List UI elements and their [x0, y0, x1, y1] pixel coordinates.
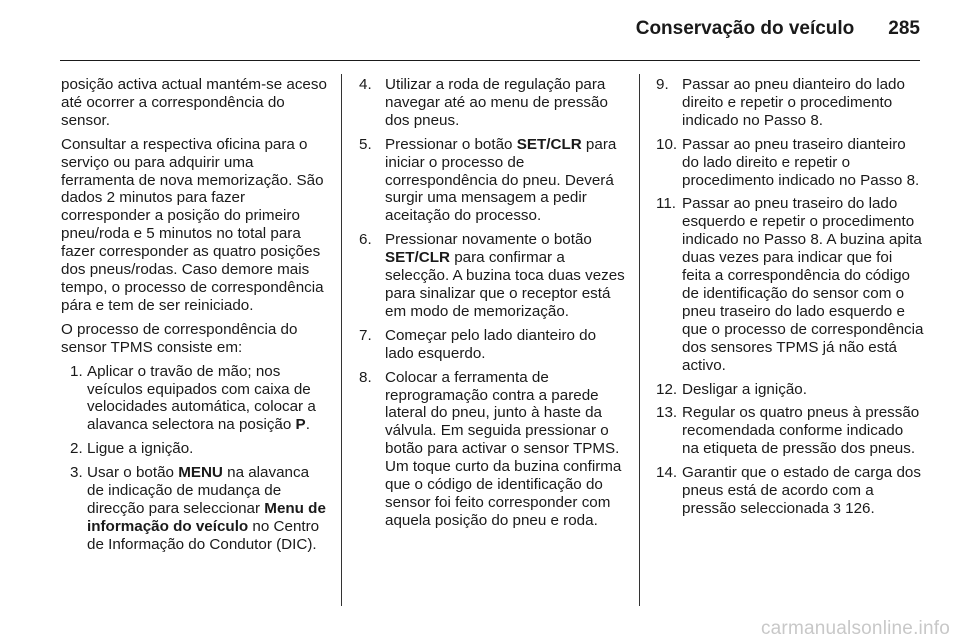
- column-3: [656, 76, 924, 524]
- step-number: 13.: [656, 404, 678, 422]
- header-rule: [60, 60, 920, 61]
- list-item: [359, 327, 628, 363]
- step-number: 1.: [70, 362, 83, 380]
- step-text: para iniciar o processo de correspondência do pneu. Deverá surgir uma mensagem a pedir aceitação do processo.: [385, 135, 617, 225]
- page-number: 285: [888, 18, 920, 39]
- step-text: Colocar a ferramenta de reprogramação contra a parede lateral do pneu, junto à haste da válvula. Em seguida pressionar o botão para activar o sensor TPMS. Um toque curto da buzina confirma que o código de identificação do sensor foi feito corresponder com aquela posição do pneu e roda.: [385, 368, 622, 529]
- list-item: [656, 381, 924, 399]
- step-number: 10.: [656, 135, 678, 153]
- step-text: Começar pelo lado dianteiro do lado esquerdo.: [385, 326, 597, 362]
- step-number: 9.: [656, 76, 669, 93]
- step-number: 14.: [656, 464, 678, 482]
- column-2: [359, 76, 628, 536]
- step-number: 3.: [70, 464, 83, 482]
- page-header: [60, 18, 920, 48]
- step-bold: MENU: [178, 464, 223, 482]
- list-item: [656, 76, 924, 130]
- step-number: 8.: [359, 368, 372, 386]
- step-text: Garantir que o estado de carga dos pneus está de acordo com a pressão seleccionada: [682, 464, 921, 517]
- step-text: Aplicar o travão de mão; nos veículos equipados com caixa de velocidades automática, colocar a alavanca selectora na posição: [87, 362, 316, 434]
- step-number: 6.: [359, 231, 372, 249]
- step-number: 7.: [359, 326, 372, 344]
- list-item: [359, 231, 628, 321]
- list-item: [359, 136, 628, 226]
- step-text: na alavanca de indicação de mudança de direcção para seleccionar: [87, 464, 310, 517]
- steps-list: [656, 76, 924, 518]
- step-number: 2.: [70, 440, 83, 458]
- step-text: Regular os quatro pneus à pressão recomendada conforme indicado na etiqueta de pressão dos pneus.: [682, 404, 920, 458]
- page-reference-number: 126.: [840, 499, 875, 517]
- step-text: Desligar a ignição.: [682, 380, 807, 398]
- step-text: Passar ao pneu traseiro do lado esquerdo e repetir o procedimento indicado no Passo 8. A buzina apita duas vezes para indicar que foi feita a correspondência do código de identificação do sensor com o pneu traseiro do lado esquerdo e que o processo de correspondência dos sensores TPMS já não está activo.: [682, 195, 924, 374]
- list-item: [656, 195, 924, 374]
- column-1: [61, 76, 329, 560]
- step-number: 4.: [359, 76, 372, 93]
- step-text: Ligue a ignição.: [87, 440, 194, 458]
- steps-list: [359, 76, 628, 530]
- step-text: Usar o botão: [87, 464, 179, 482]
- step-text: Passar ao pneu dianteiro do lado direito e repetir o procedimento indicado no Passo 8.: [682, 76, 905, 129]
- list-item: [359, 76, 628, 130]
- step-bold: Menu de informação do veículo: [87, 499, 326, 535]
- paragraph: Consultar a respectiva oficina para o serviço ou para adquirir uma ferramenta de nova memorização. São dados 2 minutos para fazer corresponder a posição do primeiro pneu/roda e 5 minutos no total para fazer corresponder as quatro posições dos pneus/rodas. Caso demore mais tempo, o processo de correspondência pára e tem de ser reiniciado.: [61, 135, 324, 314]
- step-text: Pressionar o botão: [385, 135, 517, 153]
- step-text: no Centro de Informação do Condutor (DIC).: [87, 517, 320, 553]
- list-item: [656, 464, 924, 518]
- page-reference-icon: 3: [833, 499, 841, 516]
- column-divider: [341, 74, 342, 606]
- list-item: [359, 369, 628, 530]
- step-text: Passar ao pneu traseiro dianteiro do lado direito e repetir o procedimento indicado no Passo 8.: [682, 135, 920, 189]
- step-number: 12.: [656, 380, 678, 398]
- step-text: Utilizar a roda de regulação para navegar até ao menu de pressão dos pneus.: [385, 76, 608, 129]
- list-item: [61, 464, 329, 554]
- step-bold: P: [295, 416, 306, 434]
- step-text: para confirmar a selecção. A buzina toca duas vezes para sinalizar que o receptor está em modo de memorização.: [385, 249, 625, 320]
- step-bold: SET/CLR: [516, 135, 582, 153]
- page-title: Conservação do veículo: [635, 18, 855, 39]
- list-item: [656, 136, 924, 190]
- step-text: .: [305, 416, 310, 434]
- watermark: carmanualsonline.info: [760, 618, 950, 639]
- step-number: 5.: [359, 135, 372, 153]
- list-item: [61, 440, 329, 458]
- step-number: 11.: [656, 195, 676, 213]
- list-item: [656, 404, 924, 458]
- step-text: Pressionar novamente o botão: [385, 231, 592, 249]
- step-bold: SET/CLR: [385, 249, 450, 267]
- list-item: [61, 363, 329, 435]
- steps-list: [61, 363, 329, 554]
- column-divider: [639, 74, 640, 606]
- paragraph: O processo de correspondência do sensor TPMS consiste em:: [61, 320, 298, 356]
- paragraph: posição activa actual mantém-se aceso até ocorrer a correspondência do sensor.: [61, 76, 327, 129]
